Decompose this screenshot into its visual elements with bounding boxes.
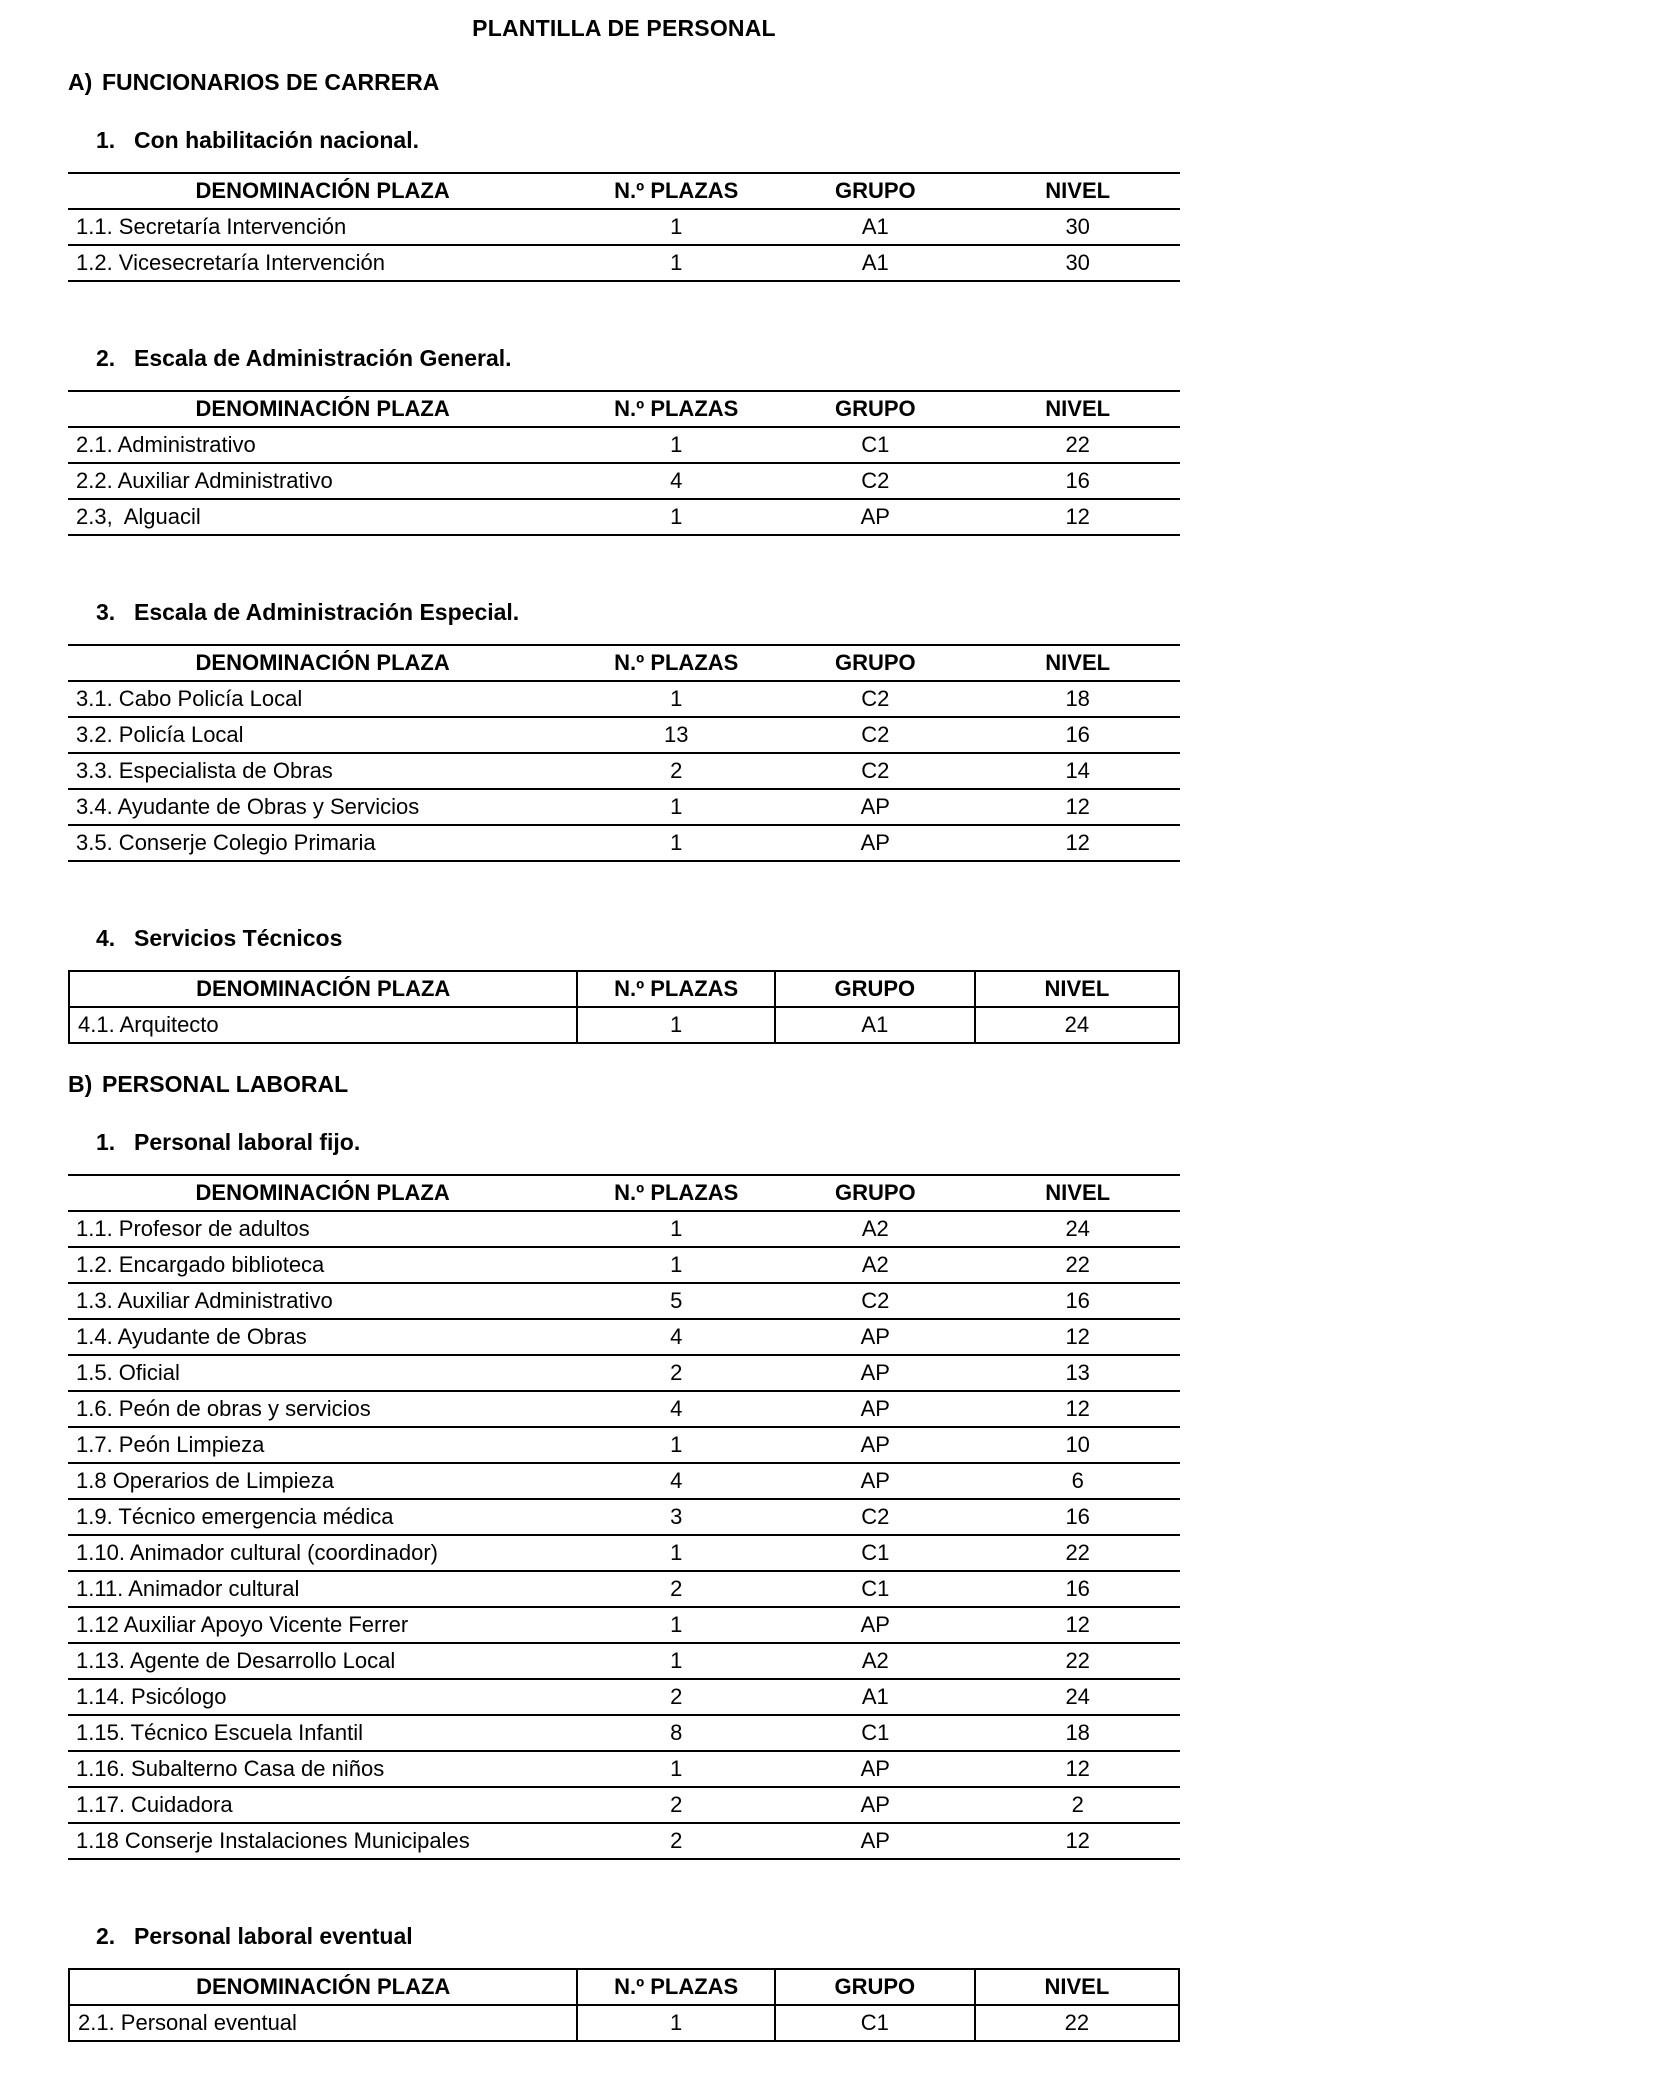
subsection-personal-laboral-fijo [68, 1128, 1180, 1860]
cell-denominacion-plaza: 1.11. Animador cultural [76, 1576, 300, 1601]
cell-grupo: A1 [861, 214, 889, 239]
table-row [68, 1463, 1180, 1499]
table-row [68, 789, 1180, 825]
table-row [68, 1427, 1180, 1463]
cell-denominacion-plaza: 3.3. Especialista de Obras [76, 758, 333, 783]
cell-nivel: 12 [1065, 1828, 1090, 1853]
cell-grupo: A2 [861, 1216, 889, 1241]
cell-denominacion-plaza: 2.3, Alguacil [76, 504, 201, 529]
cell-nivel: 30 [1065, 214, 1090, 239]
cell-num-plazas: 1 [670, 214, 683, 239]
column-header-nivel: NIVEL [1045, 1180, 1111, 1205]
table-row [68, 1787, 1180, 1823]
cell-grupo: AP [860, 830, 890, 855]
cell-grupo: AP [860, 1324, 890, 1349]
cell-denominacion-plaza: 1.15. Técnico Escuela Infantil [76, 1720, 363, 1745]
cell-grupo: AP [860, 1828, 890, 1853]
cell-num-plazas: 2 [670, 1828, 683, 1853]
section-personal-laboral [68, 1070, 1180, 2042]
cell-num-plazas: 3 [670, 1504, 683, 1529]
cell-nivel: 16 [1065, 1504, 1090, 1529]
subsection-title: Escala de Administración General. [134, 345, 512, 371]
cell-nivel: 12 [1065, 794, 1090, 819]
table-row [68, 1607, 1180, 1643]
cell-grupo: A2 [861, 1252, 889, 1277]
table-row [68, 1823, 1180, 1859]
cell-num-plazas: 2 [670, 758, 683, 783]
subsection-number: 2. [96, 345, 116, 371]
cell-num-plazas: 1 [670, 830, 683, 855]
subsection-servicios-tecnicos [68, 924, 1180, 1044]
cell-denominacion-plaza: 1.1. Secretaría Intervención [76, 214, 347, 239]
section-heading-b [68, 1070, 1180, 1098]
subsection-title: Servicios Técnicos [134, 925, 343, 951]
cell-denominacion-plaza: 1.5. Oficial [76, 1360, 180, 1385]
cell-denominacion-plaza: 3.2. Policía Local [76, 722, 244, 747]
cell-denominacion-plaza: 1.9. Técnico emergencia médica [76, 1504, 394, 1529]
cell-num-plazas: 1 [670, 1648, 683, 1673]
cell-denominacion-plaza: 1.4. Ayudante de Obras [76, 1324, 307, 1349]
subsection-con-habilitacion-nacional [68, 126, 1180, 282]
column-header-grupo: GRUPO [834, 1180, 916, 1205]
cell-denominacion-plaza: 1.2. Vicesecretaría Intervención [76, 250, 385, 275]
cell-nivel: 24 [1065, 1684, 1090, 1709]
column-header-grupo: GRUPO [775, 1969, 975, 2005]
table-row [68, 1499, 1180, 1535]
cell-num-plazas: 13 [664, 722, 689, 747]
table-row [68, 245, 1180, 281]
cell-num-plazas: 1 [670, 794, 683, 819]
cell-num-plazas: 4 [670, 468, 683, 493]
subsection-number: 1. [96, 1129, 116, 1155]
section-title: FUNCIONARIOS DE CARRERA [102, 69, 440, 95]
table-header-row [68, 645, 1180, 681]
cell-nivel: 12 [1065, 504, 1090, 529]
cell-num-plazas: 2 [670, 1360, 683, 1385]
cell-grupo: C1 [775, 2005, 975, 2041]
cell-num-plazas: 1 [670, 1252, 683, 1277]
cell-num-plazas: 1 [670, 1432, 683, 1457]
column-header-nivel: NIVEL [1045, 178, 1111, 203]
document-title: PLANTILLA DE PERSONAL [472, 15, 776, 41]
cell-nivel: 22 [1065, 432, 1090, 457]
table-row [68, 825, 1180, 861]
cell-nivel: 2 [1071, 1792, 1084, 1817]
cell-nivel: 16 [1065, 468, 1090, 493]
cell-nivel: 16 [1065, 1576, 1090, 1601]
cell-num-plazas: 1 [670, 1756, 683, 1781]
cell-num-plazas: 1 [670, 1216, 683, 1241]
cell-num-plazas: 1 [577, 2005, 775, 2041]
column-header-nivel: NIVEL [1045, 396, 1111, 421]
section-heading-a [68, 68, 1180, 96]
cell-grupo: AP [860, 1396, 890, 1421]
table-servicios-tecnicos [68, 970, 1180, 1044]
cell-denominacion-plaza: 2.2. Auxiliar Administrativo [76, 468, 333, 493]
table-row [68, 427, 1180, 463]
document-page [68, 0, 1180, 2042]
cell-nivel: 22 [1065, 1648, 1090, 1673]
cell-grupo: C1 [861, 432, 890, 457]
cell-denominacion-plaza: 3.5. Conserje Colegio Primaria [76, 830, 376, 855]
table-header-row [68, 1175, 1180, 1211]
subsection-personal-laboral-eventual [68, 1922, 1180, 2042]
cell-num-plazas: 1 [670, 686, 683, 711]
cell-grupo: A2 [861, 1648, 889, 1673]
column-header-grupo: GRUPO [834, 650, 916, 675]
cell-denominacion-plaza: 1.16. Subalterno Casa de niños [76, 1756, 385, 1781]
cell-num-plazas: 1 [670, 504, 683, 529]
cell-denominacion-plaza: 1.13. Agente de Desarrollo Local [76, 1648, 396, 1673]
cell-nivel: 18 [1065, 1720, 1090, 1745]
column-header-nivel: NIVEL [975, 1969, 1179, 2005]
cell-nivel: 22 [1065, 1252, 1090, 1277]
cell-denominacion-plaza: 1.10. Animador cultural (coordinador) [76, 1540, 438, 1565]
cell-denominacion-plaza: 3.1. Cabo Policía Local [76, 686, 303, 711]
table-personal-laboral-fijo [68, 1174, 1180, 1860]
cell-nivel: 12 [1065, 1396, 1090, 1421]
cell-nivel: 12 [1065, 1324, 1090, 1349]
cell-nivel: 22 [1065, 1540, 1090, 1565]
cell-num-plazas: 4 [670, 1396, 683, 1421]
cell-nivel: 24 [1065, 1216, 1090, 1241]
table-header-row [68, 173, 1180, 209]
cell-denominacion-plaza: 1.6. Peón de obras y servicios [76, 1396, 371, 1421]
cell-grupo: A1 [861, 1684, 889, 1709]
column-header-num-plazas: N.º PLAZAS [614, 1180, 739, 1205]
subsection-number: 3. [96, 599, 116, 625]
column-header-denominacion-plaza: DENOMINACIÓN PLAZA [195, 650, 450, 675]
cell-num-plazas: 4 [670, 1468, 683, 1493]
cell-denominacion-plaza: 2.1. Administrativo [76, 432, 256, 457]
cell-nivel: 14 [1065, 758, 1090, 783]
cell-grupo: A1 [861, 250, 889, 275]
cell-grupo: C2 [861, 758, 890, 783]
table-row [68, 1715, 1180, 1751]
table-row [68, 1751, 1180, 1787]
cell-num-plazas: 1 [670, 250, 683, 275]
column-header-num-plazas: N.º PLAZAS [614, 396, 739, 421]
table-row [68, 1355, 1180, 1391]
cell-grupo: C2 [861, 686, 890, 711]
table-row [68, 209, 1180, 245]
table-row [68, 717, 1180, 753]
subsection-heading [68, 126, 1180, 154]
cell-denominacion-plaza: 1.18 Conserje Instalaciones Municipales [76, 1828, 470, 1853]
subsection-administracion-especial [68, 598, 1180, 862]
subsection-number: 1. [96, 127, 116, 153]
cell-nivel: 12 [1065, 830, 1090, 855]
cell-grupo: AP [860, 1612, 890, 1637]
cell-grupo: AP [860, 1792, 890, 1817]
cell-nivel: 12 [1065, 1756, 1090, 1781]
table-row [68, 1391, 1180, 1427]
column-header-num-plazas: N.º PLAZAS [577, 1969, 775, 2005]
subsection-title: Con habilitación nacional. [134, 127, 419, 153]
cell-nivel: 24 [975, 1007, 1179, 1043]
cell-num-plazas: 1 [670, 1612, 683, 1637]
subsection-heading [68, 924, 1180, 952]
cell-grupo: AP [860, 1432, 890, 1457]
cell-nivel: 16 [1065, 722, 1090, 747]
table-row [68, 1679, 1180, 1715]
table-con-habilitacion-nacional [68, 172, 1180, 282]
table-administracion-especial [68, 644, 1180, 862]
cell-denominacion-plaza: 1.3. Auxiliar Administrativo [76, 1288, 333, 1313]
cell-nivel: 10 [1065, 1432, 1090, 1457]
table-administracion-general [68, 390, 1180, 536]
cell-grupo: AP [860, 504, 890, 529]
section-funcionarios-de-carrera [68, 68, 1180, 1044]
cell-grupo: AP [860, 1756, 890, 1781]
section-label: A) [68, 69, 93, 95]
column-header-nivel: NIVEL [1045, 650, 1111, 675]
cell-nivel: 18 [1065, 686, 1090, 711]
cell-nivel: 6 [1071, 1468, 1084, 1493]
column-header-denominacion-plaza: DENOMINACIÓN PLAZA [195, 396, 450, 421]
table-row [68, 1283, 1180, 1319]
cell-nivel: 16 [1065, 1288, 1090, 1313]
cell-denominacion-plaza: 1.2. Encargado biblioteca [76, 1252, 325, 1277]
table-row [68, 1643, 1180, 1679]
cell-grupo: AP [860, 1468, 890, 1493]
cell-grupo: C1 [861, 1540, 890, 1565]
cell-denominacion-plaza: 4.1. Arquitecto [69, 1007, 577, 1043]
table-row [68, 463, 1180, 499]
subsection-number: 2. [96, 1923, 116, 1949]
cell-grupo: C2 [861, 1504, 890, 1529]
table-row [68, 681, 1180, 717]
cell-num-plazas: 2 [670, 1576, 683, 1601]
cell-grupo: C2 [861, 722, 890, 747]
table-row [68, 1571, 1180, 1607]
table-row [68, 1535, 1180, 1571]
table-row [68, 1319, 1180, 1355]
cell-nivel: 13 [1065, 1360, 1090, 1385]
cell-denominacion-plaza: 1.7. Peón Limpieza [76, 1432, 265, 1457]
subsection-heading [68, 598, 1180, 626]
subsection-heading [68, 1128, 1180, 1156]
subsection-number: 4. [96, 925, 116, 951]
cell-num-plazas: 1 [577, 1007, 775, 1043]
cell-num-plazas: 4 [670, 1324, 683, 1349]
cell-denominacion-plaza: 1.1. Profesor de adultos [76, 1216, 310, 1241]
column-header-num-plazas: N.º PLAZAS [614, 178, 739, 203]
table-row [69, 2005, 1179, 2041]
column-header-num-plazas: N.º PLAZAS [614, 650, 739, 675]
column-header-nivel: NIVEL [975, 971, 1179, 1007]
cell-num-plazas: 1 [670, 432, 683, 457]
subsection-title: Personal laboral eventual [134, 1923, 413, 1949]
table-header-row [69, 1969, 1179, 2005]
subsection-heading [68, 344, 1180, 372]
cell-grupo: AP [860, 794, 890, 819]
section-label: B) [68, 1071, 93, 1097]
subsection-title: Personal laboral fijo. [134, 1129, 361, 1155]
cell-denominacion-plaza: 1.14. Psicólogo [76, 1684, 227, 1709]
table-row [69, 1007, 1179, 1043]
subsection-administracion-general [68, 344, 1180, 536]
table-personal-laboral-eventual [68, 1968, 1180, 2042]
column-header-denominacion-plaza: DENOMINACIÓN PLAZA [69, 971, 577, 1007]
cell-grupo: AP [860, 1360, 890, 1385]
cell-denominacion-plaza: 1.8 Operarios de Limpieza [76, 1468, 335, 1493]
subsection-heading [68, 1922, 1180, 1950]
column-header-denominacion-plaza: DENOMINACIÓN PLAZA [195, 1180, 450, 1205]
cell-grupo: C1 [861, 1576, 890, 1601]
cell-denominacion-plaza: 2.1. Personal eventual [69, 2005, 577, 2041]
cell-nivel: 12 [1065, 1612, 1090, 1637]
table-header-row [68, 391, 1180, 427]
table-row [68, 1247, 1180, 1283]
cell-num-plazas: 1 [670, 1540, 683, 1565]
column-header-grupo: GRUPO [775, 971, 975, 1007]
cell-grupo: A1 [775, 1007, 975, 1043]
column-header-grupo: GRUPO [834, 396, 916, 421]
column-header-grupo: GRUPO [834, 178, 916, 203]
cell-grupo: C1 [861, 1720, 890, 1745]
subsection-title: Escala de Administración Especial. [134, 599, 520, 625]
cell-num-plazas: 5 [670, 1288, 683, 1313]
cell-num-plazas: 2 [670, 1684, 683, 1709]
column-header-denominacion-plaza: DENOMINACIÓN PLAZA [69, 1969, 577, 2005]
table-row [68, 499, 1180, 535]
column-header-denominacion-plaza: DENOMINACIÓN PLAZA [195, 178, 450, 203]
table-row [68, 753, 1180, 789]
cell-denominacion-plaza: 3.4. Ayudante de Obras y Servicios [76, 794, 420, 819]
column-header-num-plazas: N.º PLAZAS [577, 971, 775, 1007]
table-header-row [69, 971, 1179, 1007]
cell-nivel: 30 [1065, 250, 1090, 275]
table-row [68, 1211, 1180, 1247]
cell-nivel: 22 [975, 2005, 1179, 2041]
section-title: PERSONAL LABORAL [102, 1071, 349, 1097]
cell-grupo: C2 [861, 1288, 890, 1313]
cell-num-plazas: 8 [670, 1720, 683, 1745]
cell-denominacion-plaza: 1.17. Cuidadora [76, 1792, 233, 1817]
cell-num-plazas: 2 [670, 1792, 683, 1817]
cell-denominacion-plaza: 1.12 Auxiliar Apoyo Vicente Ferrer [76, 1612, 409, 1637]
cell-grupo: C2 [861, 468, 890, 493]
